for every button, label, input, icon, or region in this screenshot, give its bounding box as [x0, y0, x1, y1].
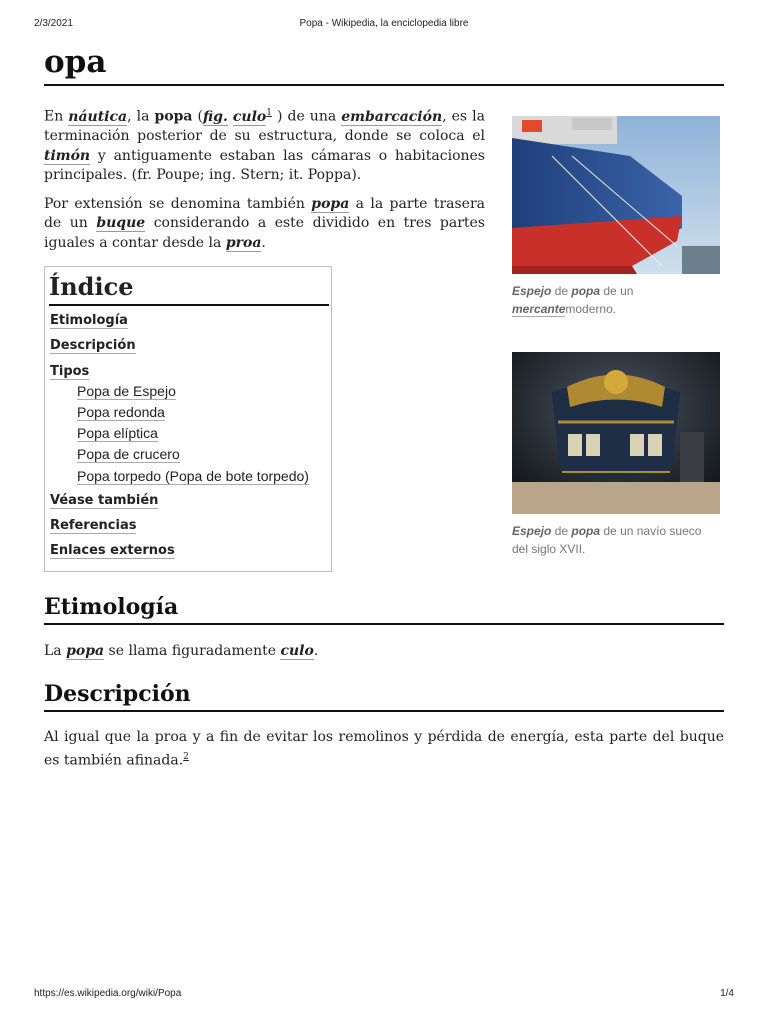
- text: a la parte trasera de un: [44, 195, 485, 232]
- link-nautica[interactable]: náutica: [68, 108, 128, 125]
- toc-item-popa-torpedo[interactable]: [50, 467, 330, 491]
- print-header: [34, 18, 734, 32]
- caption-text: de: [551, 524, 572, 538]
- toc-label[interactable]: Tipos: [50, 363, 90, 379]
- reference-1[interactable]: 1: [266, 108, 272, 118]
- section-heading-descripcion: Descripción: [44, 679, 724, 712]
- toc-item-popa-redonda[interactable]: [50, 403, 330, 424]
- link-mercante[interactable]: mercante: [512, 302, 566, 316]
- intro-paragraph-1: [44, 104, 485, 186]
- caption-text: de: [551, 284, 572, 298]
- toc-label[interactable]: Descripción: [50, 338, 136, 354]
- toc-item-etimologia[interactable]: [50, 311, 330, 336]
- caption-bold: popa: [571, 524, 601, 538]
- toc-item-vease-tambien[interactable]: [50, 491, 330, 516]
- toc-item-tipos[interactable]: [50, 362, 330, 382]
- text: En: [44, 108, 69, 125]
- toc-label[interactable]: Enlaces externos: [50, 543, 175, 559]
- toc-label[interactable]: Véase también: [50, 492, 159, 508]
- text: (: [192, 108, 203, 125]
- link-culo[interactable]: culo: [280, 643, 314, 659]
- toc-label[interactable]: Popa de crucero: [77, 446, 180, 463]
- toc-label[interactable]: Popa elíptica: [77, 425, 158, 442]
- print-page-title: Popa - Wikipedia, la enciclopedia libre: [299, 18, 469, 29]
- toc-item-enlaces-externos[interactable]: [50, 541, 330, 566]
- caption-text: moderno.: [565, 302, 617, 316]
- link-timon[interactable]: timón: [44, 147, 91, 164]
- text: , es la terminación posterior de su estructura, donde se coloca el: [44, 108, 485, 145]
- caption-bold: Espejo: [512, 284, 552, 298]
- toc-item-popa-de-espejo[interactable]: [50, 382, 330, 403]
- print-date: 2/3/2021: [34, 18, 73, 29]
- link-proa[interactable]: proa: [225, 234, 262, 251]
- text: considerando a este dividido en tres partes iguales a contar desde la: [44, 215, 485, 251]
- intro-paragraph-2: [44, 195, 485, 254]
- link-popa[interactable]: popa: [66, 643, 105, 659]
- toc-item-popa-de-crucero[interactable]: [50, 445, 330, 466]
- text: Por extensión se denomina también: [44, 195, 312, 212]
- caption-text: de un navío sueco del siglo XVII.: [512, 524, 702, 556]
- toc-list: [50, 311, 330, 567]
- toc-label[interactable]: Referencias: [50, 517, 137, 533]
- merchant-ship-stern-image[interactable]: [512, 116, 720, 274]
- bold-popa: popa: [154, 108, 193, 125]
- print-url: https://es.wikipedia.org/wiki/Popa: [34, 988, 182, 999]
- text: La: [44, 643, 67, 659]
- toc-item-popa-eliptica[interactable]: [50, 424, 330, 445]
- print-footer: [34, 988, 734, 1002]
- caption-bold: Espejo: [512, 524, 552, 538]
- link-buque[interactable]: buque: [96, 215, 146, 232]
- toc-title: Índice: [49, 271, 329, 306]
- toc-item-descripcion[interactable]: [50, 336, 330, 361]
- toc-label[interactable]: Popa torpedo (Popa de bote torpedo): [77, 467, 309, 484]
- figure-merchant-stern: [512, 116, 720, 318]
- section-heading-etimologia: Etimología: [44, 592, 724, 625]
- section-text-etimologia: [44, 641, 724, 661]
- toc-label[interactable]: Popa redonda: [77, 403, 165, 420]
- figure-caption: [512, 522, 720, 558]
- text: y antiguamente estaban las cámaras o habitaciones principales. (fr. Poupe; ing. Stern; it. Poppa).: [44, 147, 485, 184]
- figure-swedish-stern: [512, 352, 720, 558]
- swedish-ship-stern-image[interactable]: [512, 352, 720, 514]
- text: se llama figuradamente: [104, 643, 281, 659]
- figure-caption: [512, 282, 720, 318]
- link-fig[interactable]: fig.: [202, 108, 228, 125]
- text: Al igual que la proa y a fin de evitar los remolinos y pérdida de energía, esta parte del buque es también afinada.: [44, 729, 724, 769]
- intro: [44, 104, 485, 262]
- link-culo[interactable]: culo: [232, 108, 267, 125]
- text: ) de una: [271, 108, 342, 125]
- link-popa[interactable]: popa: [311, 195, 350, 212]
- toc-label[interactable]: Popa de Espejo: [77, 382, 176, 399]
- article-title: opa: [44, 42, 724, 86]
- reference-2[interactable]: 2: [183, 752, 189, 762]
- table-of-contents: [44, 266, 332, 572]
- toc-label[interactable]: Etimología: [50, 313, 128, 328]
- caption-bold: popa: [571, 284, 601, 298]
- text: , la: [127, 108, 155, 125]
- text: .: [261, 234, 266, 251]
- print-page-number: 1/4: [720, 988, 734, 999]
- text: .: [313, 643, 319, 659]
- section-text-descripcion: [44, 727, 724, 771]
- toc-item-referencias[interactable]: [50, 516, 330, 541]
- link-embarcacion[interactable]: embarcación: [341, 108, 443, 125]
- caption-text: de un: [600, 284, 634, 298]
